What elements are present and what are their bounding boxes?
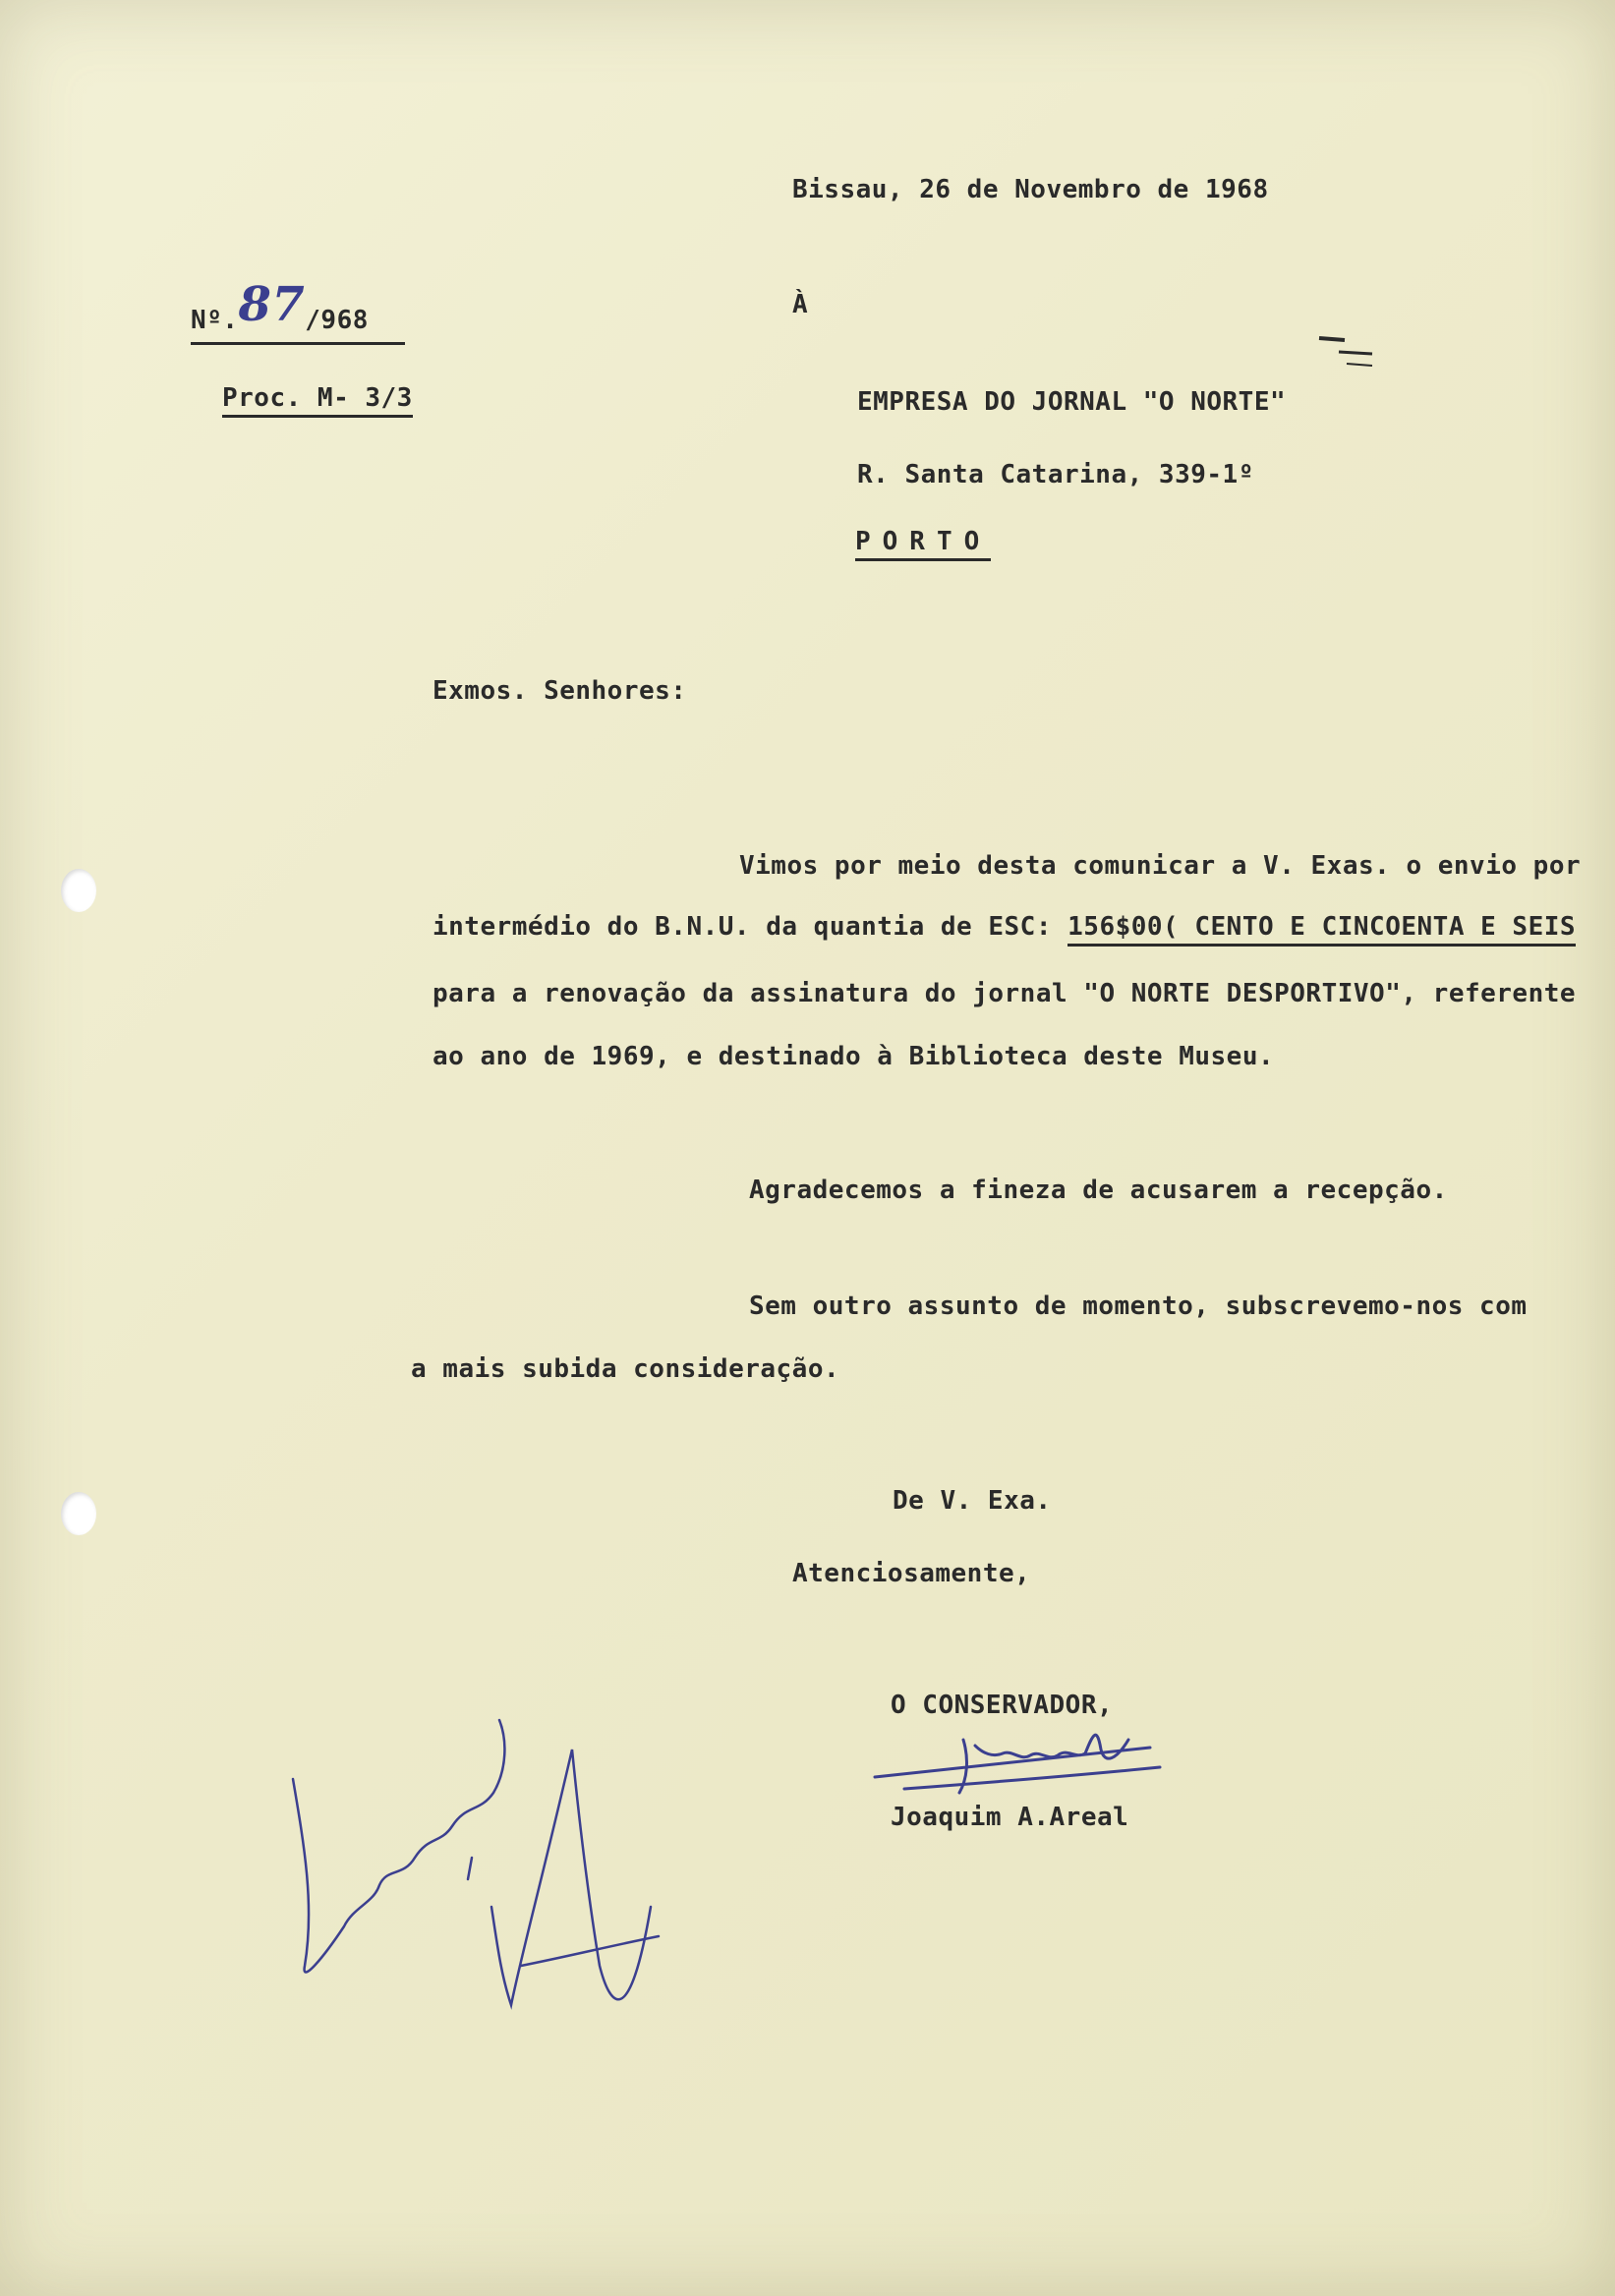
margin-marks bbox=[1317, 334, 1376, 373]
reference-prefix: Nº. bbox=[191, 306, 239, 335]
para1-line2 bbox=[433, 912, 1576, 942]
para3-line2: a mais subida consideração. bbox=[411, 1354, 840, 1384]
reference-number bbox=[191, 277, 405, 345]
signatory-title: O CONSERVADOR, bbox=[891, 1691, 1114, 1720]
addressee-city: PORTO bbox=[855, 527, 991, 561]
para1-line3: para a renovação da assinatura do jornal "O NORTE DESPORTIVO", referente bbox=[433, 979, 1577, 1008]
addressee-company: EMPRESA DO JORNAL "O NORTE" bbox=[857, 387, 1287, 417]
process-reference: Proc. M- 3/3 bbox=[222, 383, 413, 418]
closing-line1: De V. Exa. bbox=[893, 1486, 1052, 1516]
para1-line4: ao ano de 1969, e destinado à Biblioteca deste Museu. bbox=[433, 1042, 1275, 1071]
addressee-street: R. Santa Catarina, 339-1º bbox=[857, 460, 1254, 489]
handwritten-annotation bbox=[285, 1710, 678, 2025]
signatory-name: Joaquim A.Areal bbox=[891, 1803, 1129, 1832]
para1-line2-text: intermédio do B.N.U. da quantia de ESC: bbox=[433, 912, 1052, 942]
punch-hole-bottom bbox=[61, 1492, 96, 1535]
place-date: Bissau, 26 de Novembro de 1968 bbox=[792, 175, 1269, 204]
reference-handwritten-number: 87 bbox=[238, 277, 306, 332]
salutation: Exmos. Senhores: bbox=[433, 676, 687, 706]
para2: Agradecemos a fineza de acusarem a recepção. bbox=[749, 1176, 1448, 1205]
closing-line2: Atenciosamente, bbox=[792, 1559, 1031, 1588]
to-marker: À bbox=[792, 290, 809, 319]
para1-line1: Vimos por meio desta comunicar a V. Exas. o envio por bbox=[739, 851, 1582, 881]
punch-hole-top bbox=[61, 869, 96, 912]
reference-year: /968 bbox=[305, 306, 369, 335]
para3-line1: Sem outro assunto de momento, subscrevemo-nos com bbox=[749, 1292, 1528, 1321]
amount-underlined: 156$00( CENTO E CINCOENTA E SEIS bbox=[1067, 912, 1576, 947]
